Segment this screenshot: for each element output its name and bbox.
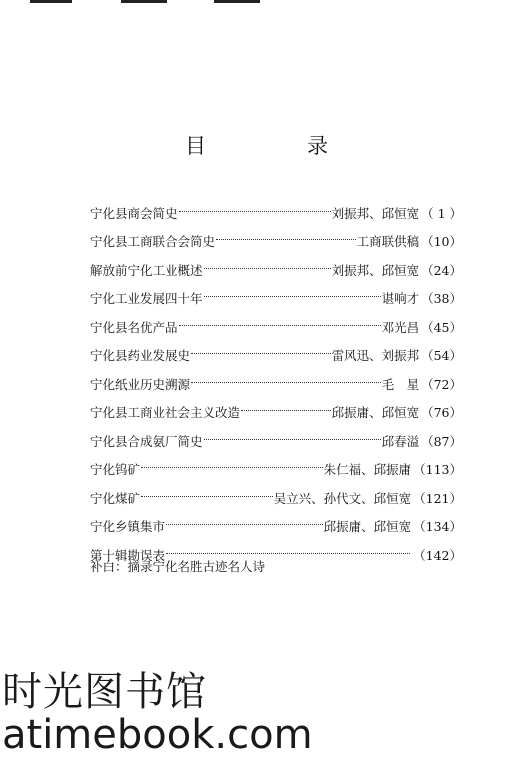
leader-dots bbox=[179, 325, 381, 326]
toc-entry-author: 邱振庸、邱恒宽 bbox=[331, 405, 420, 420]
supplement-note: 补白：摘录宁化名胜古迹名人诗 bbox=[90, 559, 266, 574]
toc-entry-author: 邱春溢 bbox=[381, 433, 420, 449]
leader-dots bbox=[204, 296, 381, 297]
toc-entry-title: 宁化钨矿 bbox=[90, 462, 141, 477]
toc-entry[interactable] bbox=[90, 421, 462, 450]
leader-dots bbox=[204, 268, 331, 269]
toc-entry-title: 宁化县工商业社会主义改造 bbox=[90, 405, 241, 420]
toc-entry[interactable] bbox=[90, 336, 462, 365]
toc-entry-title: 宁化乡镇集市 bbox=[90, 519, 166, 534]
page-title: 目 录 bbox=[185, 134, 368, 158]
leader-dots bbox=[141, 467, 323, 468]
toc-entry-page: （134） bbox=[413, 519, 462, 534]
toc-entry-page: （10） bbox=[421, 234, 462, 249]
toc-entry-page: （76） bbox=[421, 405, 462, 420]
toc-entry-author: 朱仁福、邱振庸 bbox=[323, 462, 412, 477]
toc-entry[interactable] bbox=[90, 307, 462, 336]
leader-dots bbox=[216, 239, 356, 240]
leader-dots bbox=[166, 553, 410, 554]
toc-entry-author: 工商联供稿 bbox=[356, 234, 420, 249]
toc-entry-page: （72） bbox=[421, 376, 462, 392]
top-edge-mark-2 bbox=[121, 0, 167, 3]
toc-entry[interactable] bbox=[90, 193, 462, 222]
toc-entry-page: （45） bbox=[421, 319, 462, 335]
toc-entry-title: 宁化纸业历史溯源 bbox=[90, 376, 191, 392]
toc-entry-page: （38） bbox=[421, 291, 462, 306]
toc-entry-title: 宁化煤矿 bbox=[90, 490, 141, 506]
toc-entry[interactable] bbox=[90, 507, 462, 536]
toc-entry-author: 邓光昌 bbox=[381, 319, 420, 335]
leader-dots bbox=[204, 439, 381, 440]
toc-entry-author: 雷风迅、刘振邦 bbox=[331, 348, 420, 363]
leader-dots bbox=[191, 353, 331, 354]
toc-entry-author: 刘振邦、邱恒宽 bbox=[331, 262, 420, 278]
watermark-url: atimebook.com bbox=[2, 712, 313, 758]
toc-entry-page: （54） bbox=[421, 348, 462, 363]
toc-entry-author: 刘振邦、邱恒宽 bbox=[331, 205, 420, 221]
toc-entry-page: （142） bbox=[413, 547, 462, 563]
toc-entry-title: 宁化县名优产品 bbox=[90, 319, 178, 335]
toc-entry[interactable] bbox=[90, 450, 462, 479]
toc-entry[interactable] bbox=[90, 279, 462, 308]
toc-entry-page: （121） bbox=[413, 490, 462, 506]
toc-entry-author: 毛 星 bbox=[381, 376, 420, 392]
leader-dots bbox=[141, 496, 273, 497]
watermark-name: 时光图书馆 bbox=[2, 669, 207, 715]
toc-entry-title: 宁化县工商联合会简史 bbox=[90, 234, 216, 249]
toc-entry-page: （87） bbox=[421, 433, 462, 449]
toc-entry[interactable] bbox=[90, 478, 462, 507]
toc-entry[interactable] bbox=[90, 364, 462, 393]
toc-list bbox=[90, 193, 462, 564]
toc-entry-author: 邱振庸、邱恒宽 bbox=[323, 519, 412, 534]
toc-entry-title: 解放前宁化工业概述 bbox=[90, 262, 203, 278]
toc-entry-title: 宁化县商会简史 bbox=[90, 205, 178, 221]
toc-entry[interactable] bbox=[90, 250, 462, 279]
toc-entry-title: 宁化县药业发展史 bbox=[90, 348, 191, 363]
toc-entry[interactable] bbox=[90, 222, 462, 251]
leader-dots bbox=[241, 410, 331, 411]
toc-entry-page: （ 1 ） bbox=[421, 205, 462, 221]
toc-entry-page: （24） bbox=[421, 262, 462, 278]
toc-entry-title: 宁化工业发展四十年 bbox=[90, 291, 203, 306]
toc-entry-title: 宁化县合成氨厂简史 bbox=[90, 433, 203, 449]
top-edge-mark-1 bbox=[30, 0, 72, 3]
toc-entry[interactable] bbox=[90, 393, 462, 422]
leader-dots bbox=[179, 211, 331, 212]
toc-entry-author: 吴立兴、孙代文、邱恒宽 bbox=[273, 490, 412, 506]
toc-entry-author: 谌响才 bbox=[381, 291, 420, 306]
toc-entry-title: 第十辑勘误表 bbox=[90, 547, 166, 563]
top-edge-mark-3 bbox=[214, 0, 260, 3]
leader-dots bbox=[191, 382, 381, 383]
leader-dots bbox=[166, 524, 323, 525]
toc-entry-page: （113） bbox=[413, 462, 462, 477]
